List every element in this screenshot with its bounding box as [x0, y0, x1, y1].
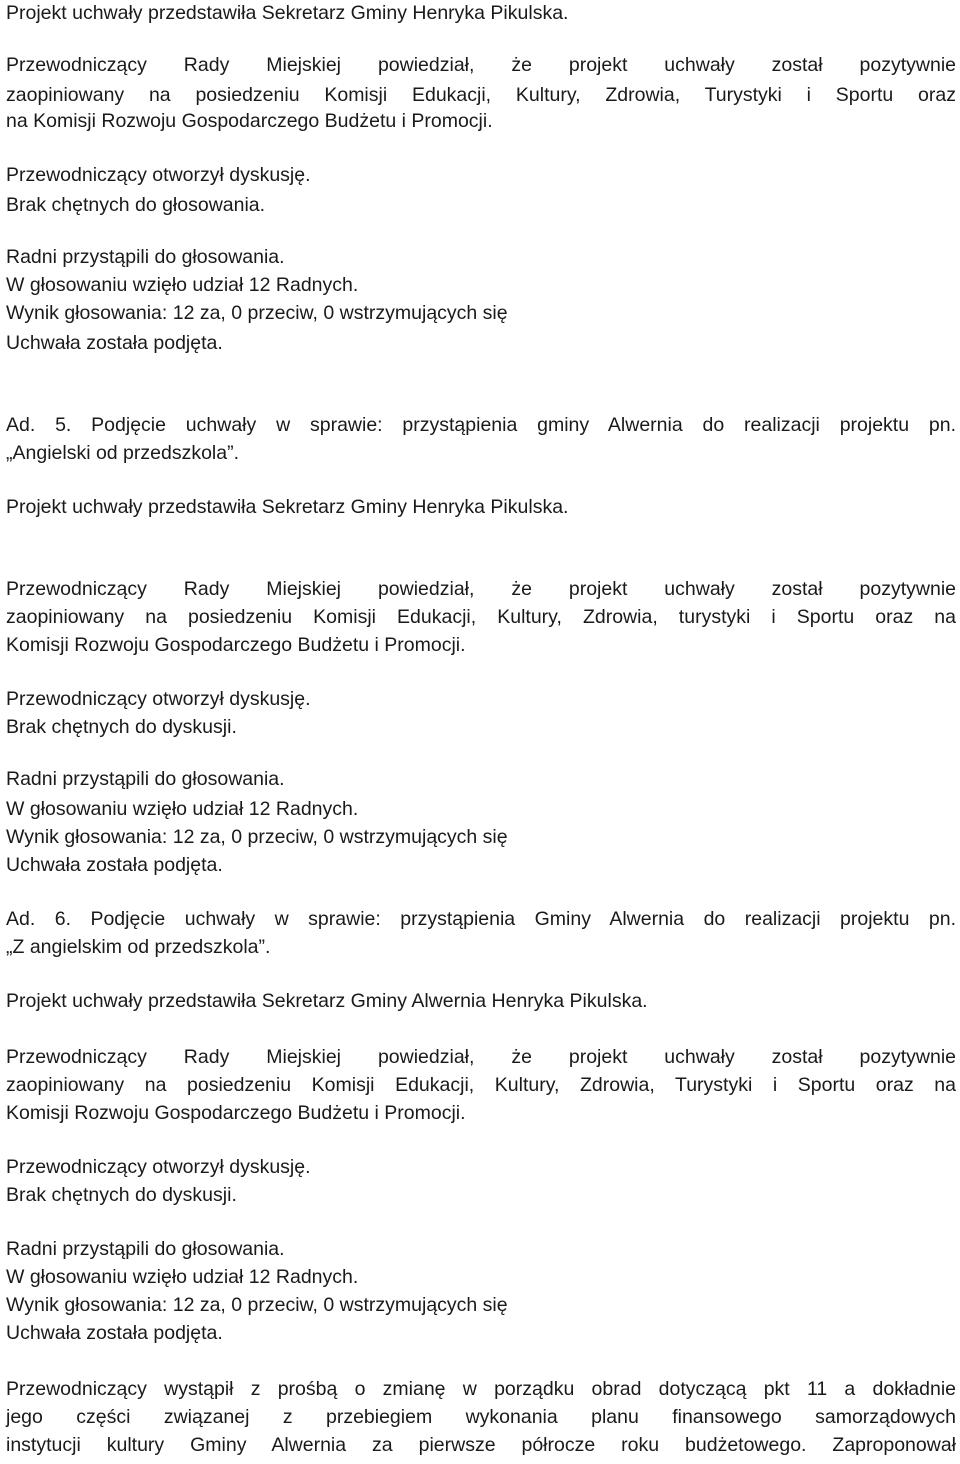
text-line: W głosowaniu wzięło udział 12 Radnych. [6, 1266, 359, 1288]
text-line: Wynik głosowania: 12 za, 0 przeciw, 0 wstrzymujących się [6, 1294, 508, 1316]
text-line: Uchwała została podjęta. [6, 1322, 223, 1344]
text-line: Wynik głosowania: 12 za, 0 przeciw, 0 wstrzymujących się [6, 302, 508, 324]
text-line-justified: zaopiniowany na posiedzeniu Komisji Edukacji, Kultury, Zdrowia, Turystyki i Sportu oraz na [6, 1074, 956, 1096]
text-line-justified: zaopiniowany na posiedzeniu Komisji Edukacji, Kultury, Zdrowia, Turystyki i Sportu oraz [6, 84, 956, 106]
text-line-justified: Przewodniczący Rady Miejskiej powiedział, że projekt uchwały został pozytywnie [6, 1046, 956, 1068]
text-line: Komisji Rozwoju Gospodarczego Budżetu i Promocji. [6, 634, 466, 656]
text-line: Radni przystąpili do głosowania. [6, 1238, 285, 1260]
text-line-justified: instytucji kultury Gminy Alwernia za pierwsze półrocze roku budżetowego. Zaproponował [6, 1434, 956, 1456]
text-line-justified: Przewodniczący Rady Miejskiej powiedział, że projekt uchwały został pozytywnie [6, 578, 956, 600]
text-line-justified: Przewodniczący Rady Miejskiej powiedział, że projekt uchwały został pozytywnie [6, 54, 956, 76]
text-line: Przewodniczący otworzył dyskusję. [6, 1156, 311, 1178]
text-line: Uchwała została podjęta. [6, 332, 223, 354]
text-line: Radni przystąpili do głosowania. [6, 768, 285, 790]
text-line: Komisji Rozwoju Gospodarczego Budżetu i Promocji. [6, 1102, 466, 1124]
text-line: W głosowaniu wzięło udział 12 Radnych. [6, 798, 359, 820]
text-line: na Komisji Rozwoju Gospodarczego Budżetu i Promocji. [6, 110, 493, 132]
text-line: Projekt uchwały przedstawiła Sekretarz Gminy Henryka Pikulska. [6, 2, 569, 24]
text-line: Uchwała została podjęta. [6, 854, 223, 876]
text-line: Wynik głosowania: 12 za, 0 przeciw, 0 wstrzymujących się [6, 826, 508, 848]
text-line-justified: jego części związanej z przebiegiem wykonania planu finansowego samorządowych [6, 1406, 956, 1428]
text-line: Brak chętnych do głosowania. [6, 194, 266, 216]
section-heading: Ad. 6. Podjęcie uchwały w sprawie: przystąpienia Gminy Alwernia do realizacji projektu pn. [6, 908, 956, 930]
text-line: W głosowaniu wzięło udział 12 Radnych. [6, 274, 359, 296]
text-line: „Z angielskim od przedszkola”. [6, 936, 271, 958]
text-line-justified: zaopiniowany na posiedzeniu Komisji Edukacji, Kultury, Zdrowia, turystyki i Sportu oraz na [6, 606, 956, 628]
section-heading: Ad. 5. Podjęcie uchwały w sprawie: przystąpienia gminy Alwernia do realizacji projektu pn. [6, 414, 956, 436]
text-line: Radni przystąpili do głosowania. [6, 246, 285, 268]
text-line: Brak chętnych do dyskusji. [6, 716, 237, 738]
text-line: „Angielski od przedszkola”. [6, 442, 240, 464]
text-line: Projekt uchwały przedstawiła Sekretarz Gminy Alwernia Henryka Pikulska. [6, 990, 648, 1012]
text-line: Projekt uchwały przedstawiła Sekretarz Gminy Henryka Pikulska. [6, 496, 569, 518]
text-line-justified: Przewodniczący wystąpił z prośbą o zmianę w porządku obrad dotyczącą pkt 11 a dokładnie [6, 1378, 956, 1400]
text-line: Przewodniczący otworzył dyskusję. [6, 164, 311, 186]
text-line: Przewodniczący otworzył dyskusję. [6, 688, 311, 710]
text-line: Brak chętnych do dyskusji. [6, 1184, 237, 1206]
